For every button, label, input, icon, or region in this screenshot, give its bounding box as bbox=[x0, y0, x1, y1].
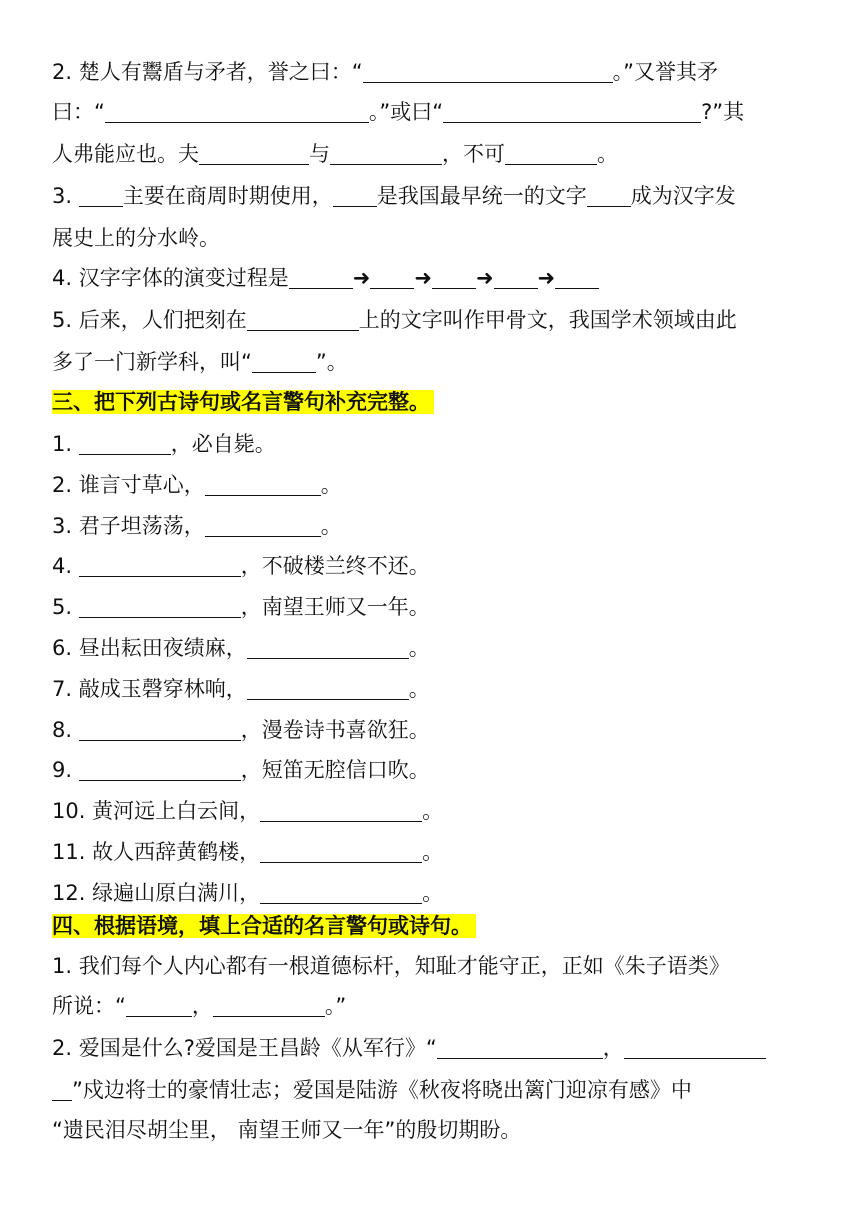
q3-text: 是我国最早统一的文字 bbox=[376, 184, 587, 208]
answer-blank[interactable] bbox=[199, 142, 309, 165]
section-3-item bbox=[52, 510, 342, 544]
section-3-item bbox=[52, 550, 430, 584]
section-3-item bbox=[52, 428, 276, 462]
answer-blank[interactable] bbox=[370, 266, 414, 289]
arrow-right-icon: ➜ bbox=[414, 266, 432, 290]
answer-blank[interactable] bbox=[79, 432, 171, 455]
item-number: 9. bbox=[52, 758, 79, 783]
answer-blank[interactable] bbox=[260, 799, 422, 822]
item-text-before: 绿遍山原白满川， bbox=[92, 880, 261, 905]
s4-question-1-line-1 bbox=[52, 950, 730, 984]
q2-text: ?”其 bbox=[701, 100, 745, 124]
item-number: 1. bbox=[52, 432, 79, 456]
question-2-line-3 bbox=[52, 138, 618, 172]
section-4-heading: 四、根据语境，填上合适的名言警句或诗句。 bbox=[52, 914, 476, 938]
answer-blank[interactable] bbox=[205, 473, 321, 496]
s4-q2-text: “遗民泪尽胡尘里， 南望王师又一年”的殷切期盼。 bbox=[52, 1118, 522, 1142]
answer-blank[interactable] bbox=[79, 554, 241, 577]
item-number: 8. bbox=[52, 717, 79, 742]
arrow-right-icon: ➜ bbox=[537, 266, 556, 290]
s4-question-2-line-2 bbox=[52, 1074, 692, 1108]
q2-text: 。”又誉其矛 bbox=[612, 60, 718, 84]
s4-q1-text: 1. 我们每个人内心都有一根道德标杆，知耻才能守正，正如《朱子语类》 bbox=[52, 954, 730, 978]
q5-text: 多了一门新学科，叫“ bbox=[52, 350, 252, 374]
section-3-heading: 三、把下列古诗句或名言警句补充完整。 bbox=[52, 390, 434, 414]
question-3-line-1 bbox=[52, 180, 736, 214]
answer-blank[interactable] bbox=[247, 677, 409, 700]
section-3-item bbox=[52, 714, 430, 748]
question-2-line-2 bbox=[52, 96, 744, 130]
answer-blank[interactable] bbox=[437, 1036, 603, 1059]
q2-text: 。 bbox=[597, 142, 618, 166]
section-3-item bbox=[52, 795, 443, 829]
item-text-after: 。 bbox=[422, 880, 444, 905]
q4-text: 4. 汉字字体的演变过程是 bbox=[52, 266, 289, 290]
answer-blank[interactable] bbox=[252, 350, 316, 373]
item-text-after: ，南望王师又一年。 bbox=[240, 595, 430, 620]
item-text-before: 谁言寸草心， bbox=[78, 472, 205, 497]
arrow-right-icon: ➜ bbox=[352, 266, 371, 290]
answer-blank[interactable] bbox=[205, 514, 321, 537]
s4-question-2-line-3 bbox=[52, 1114, 521, 1148]
item-text-after: ，漫卷诗书喜欲狂。 bbox=[240, 717, 430, 742]
section-3-item bbox=[52, 591, 430, 625]
s4-question-2-line-1 bbox=[52, 1032, 766, 1066]
item-text-after: 。 bbox=[408, 636, 430, 660]
answer-blank[interactable] bbox=[79, 184, 123, 207]
q5-text: 5. 后来，人们把刻在 bbox=[52, 308, 247, 332]
arrow-right-icon: ➜ bbox=[475, 266, 494, 290]
item-number: 11. bbox=[52, 840, 93, 864]
question-2-line-1 bbox=[52, 56, 718, 90]
item-text-before: 君子坦荡荡， bbox=[78, 513, 205, 538]
question-5-line-1 bbox=[52, 304, 737, 338]
question-5-line-2 bbox=[52, 346, 348, 380]
item-number: 6. bbox=[52, 636, 79, 660]
answer-blank[interactable] bbox=[432, 266, 476, 289]
answer-blank[interactable] bbox=[126, 994, 192, 1017]
section-3-item bbox=[52, 632, 430, 666]
section-3-item bbox=[52, 877, 443, 911]
q3-text: 展史上的分水岭。 bbox=[52, 226, 220, 250]
answer-blank[interactable] bbox=[52, 1078, 72, 1101]
section-3-item bbox=[52, 469, 342, 503]
item-text-after: ，必自毙。 bbox=[170, 432, 276, 456]
item-number: 5. bbox=[52, 595, 79, 620]
s4-q2-text: ”戍边将士的豪情壮志；爱国是陆游《秋夜将晓出篱门迎凉有感》中 bbox=[72, 1078, 692, 1102]
item-number: 2. bbox=[52, 472, 79, 497]
answer-blank[interactable] bbox=[363, 60, 613, 83]
s4-q1-text: ， bbox=[191, 994, 213, 1018]
answer-blank[interactable] bbox=[247, 308, 359, 331]
answer-blank[interactable] bbox=[555, 266, 599, 289]
q2-text: 与 bbox=[309, 142, 330, 166]
item-text-after: 。 bbox=[422, 799, 444, 824]
q3-text: 成为汉字发 bbox=[630, 184, 736, 208]
q5-text: 上的文字叫作甲骨文，我国学术领域由此 bbox=[358, 308, 737, 332]
item-text-after: 。 bbox=[320, 513, 342, 538]
item-text-after: ，不破楼兰终不还。 bbox=[240, 554, 430, 579]
item-number: 10. bbox=[52, 799, 93, 824]
answer-blank[interactable] bbox=[213, 994, 325, 1017]
section-3-item bbox=[52, 836, 443, 870]
q3-text: 主要在商周时期使用， bbox=[122, 184, 333, 208]
section-3-item bbox=[52, 754, 430, 788]
s4-q2-text: ， bbox=[602, 1036, 624, 1060]
section-4-heading-line bbox=[52, 910, 476, 944]
section-3-item bbox=[52, 673, 430, 707]
item-number: 3. bbox=[52, 513, 79, 538]
q2-text: 曰：“ bbox=[52, 100, 105, 124]
item-text-after: 。 bbox=[320, 472, 342, 497]
answer-blank[interactable] bbox=[333, 184, 377, 207]
question-3-line-2 bbox=[52, 222, 220, 256]
answer-blank[interactable] bbox=[79, 758, 241, 781]
answer-blank[interactable] bbox=[105, 100, 369, 123]
answer-blank[interactable] bbox=[79, 718, 241, 741]
q2-text: 2. 楚人有鬻盾与矛者，誉之曰：“ bbox=[52, 60, 363, 84]
s4-q2-text: 2. 爱国是什么?爱国是王昌龄《从军行》“ bbox=[52, 1036, 437, 1060]
item-text-before: 昼出耘田夜绩麻， bbox=[78, 636, 247, 660]
item-text-after: ，短笛无腔信口吹。 bbox=[240, 758, 430, 783]
answer-blank[interactable] bbox=[505, 142, 597, 165]
answer-blank[interactable] bbox=[247, 636, 409, 659]
item-text-after: 。 bbox=[408, 676, 430, 701]
q2-text: ，不可 bbox=[442, 142, 505, 166]
answer-blank[interactable] bbox=[624, 1036, 766, 1059]
answer-blank[interactable] bbox=[587, 184, 631, 207]
question-4-line bbox=[52, 262, 599, 296]
q2-text: 人弗能应也。夫 bbox=[52, 142, 199, 166]
q2-text: 。”或曰“ bbox=[368, 100, 444, 124]
answer-blank[interactable] bbox=[289, 266, 353, 289]
s4-question-1-line-2 bbox=[52, 990, 346, 1024]
item-text-before: 故人西辞黄鹤楼， bbox=[92, 840, 261, 864]
s4-q1-text: 所说：“ bbox=[52, 994, 126, 1018]
answer-blank[interactable] bbox=[79, 595, 241, 618]
q5-text: ”。 bbox=[315, 350, 348, 374]
item-text-after: 。 bbox=[422, 840, 444, 864]
item-number: 7. bbox=[52, 676, 79, 701]
item-number: 12. bbox=[52, 880, 93, 905]
answer-blank[interactable] bbox=[494, 266, 538, 289]
section-3-heading-line bbox=[52, 386, 434, 420]
s4-q1-text: 。” bbox=[324, 994, 347, 1018]
answer-blank[interactable] bbox=[260, 840, 422, 863]
answer-blank[interactable] bbox=[260, 881, 422, 904]
item-text-before: 敲成玉磬穿林响， bbox=[78, 676, 247, 701]
answer-blank[interactable] bbox=[330, 142, 442, 165]
q3-text: 3. bbox=[52, 184, 79, 208]
item-number: 4. bbox=[52, 554, 79, 579]
answer-blank[interactable] bbox=[443, 100, 701, 123]
item-text-before: 黄河远上白云间， bbox=[92, 799, 261, 824]
